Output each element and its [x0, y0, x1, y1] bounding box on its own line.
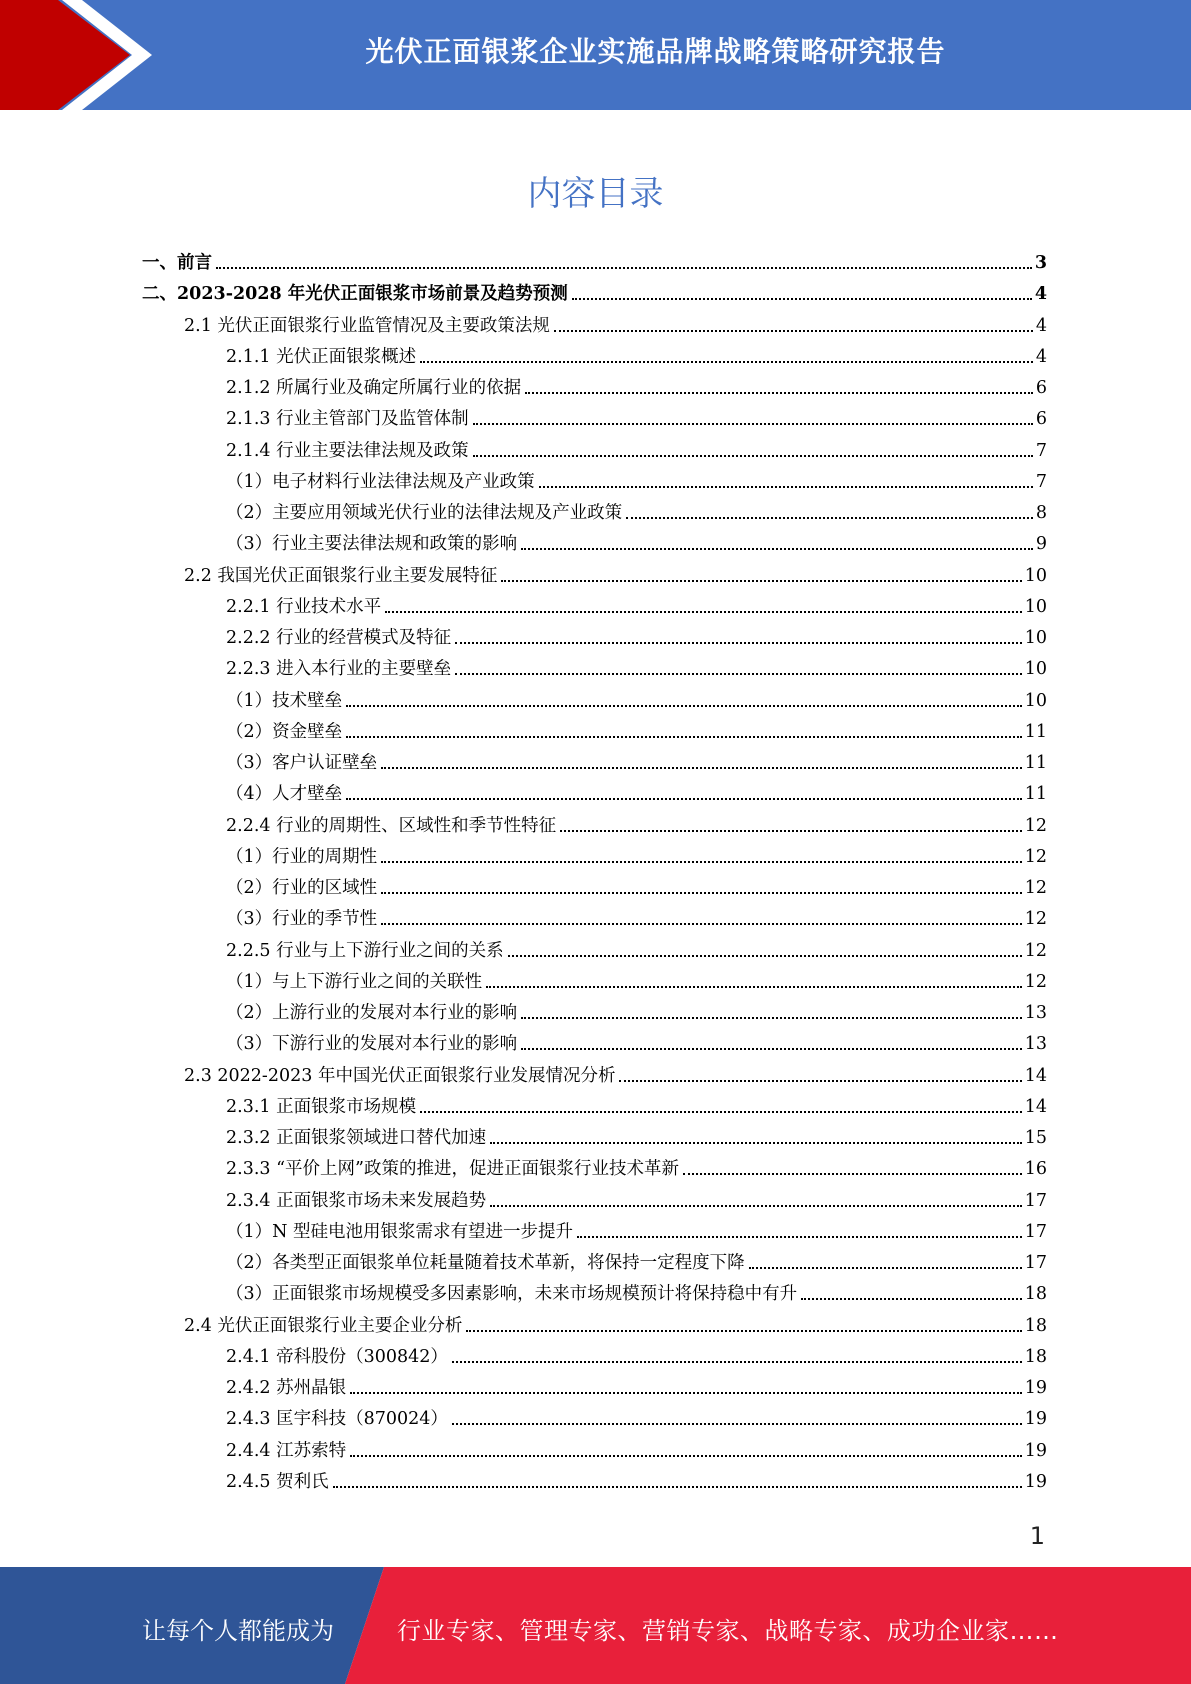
toc-entry-label: 2.2.1 行业技术水平: [226, 596, 382, 617]
toc-entry[interactable]: [226, 1182, 1047, 1212]
toc-leader-dots: [346, 798, 1022, 800]
toc-entry[interactable]: [226, 619, 1047, 649]
toc-leader-dots: [572, 298, 1032, 300]
toc-entry-page: 10: [1024, 659, 1047, 680]
toc-entry-page: 7: [1035, 440, 1047, 461]
toc-entry[interactable]: [226, 838, 1047, 868]
toc-entry-label: （1）行业的周期性: [226, 846, 378, 867]
toc-entry-page: 10: [1024, 596, 1047, 617]
toc-entry[interactable]: [142, 244, 1047, 274]
toc-entry-label: 2.3 2022-2023 年中国光伏正面银浆行业发展情况分析: [184, 1065, 616, 1086]
toc-entry[interactable]: [226, 338, 1047, 368]
toc-leader-dots: [452, 1361, 1022, 1363]
toc-entry[interactable]: [226, 1275, 1047, 1305]
toc-entry-label: （2）主要应用领域光伏行业的法律法规及产业政策: [226, 503, 623, 523]
toc-entry[interactable]: [226, 432, 1047, 462]
toc-entry-label: 2.4.3 匡宇科技（870024）: [226, 1409, 448, 1430]
toc-entry[interactable]: [184, 1057, 1047, 1087]
toc-entry[interactable]: [226, 588, 1047, 618]
toc-entry[interactable]: [226, 775, 1047, 805]
toc-entry-label: （2）行业的区域性: [226, 878, 378, 898]
toc-entry[interactable]: [226, 1119, 1047, 1149]
toc-entry-page: 15: [1024, 1128, 1047, 1148]
toc-leader-dots: [381, 892, 1022, 894]
toc-leader-dots: [473, 423, 1033, 425]
toc-entry-page: 13: [1024, 1034, 1047, 1055]
toc-leader-dots: [490, 1205, 1022, 1207]
toc-entry-page: 14: [1024, 1096, 1047, 1117]
toc-entry-label: 2.1.3 行业主管部门及监管体制: [226, 409, 469, 430]
toc-entry-page: 12: [1024, 909, 1047, 930]
toc-leader-dots: [486, 986, 1022, 988]
toc-entry[interactable]: [226, 682, 1047, 712]
toc-leader-dots: [455, 642, 1022, 644]
toc-entry[interactable]: [226, 807, 1047, 837]
toc-leader-dots: [385, 611, 1022, 613]
toc-entry-label: 2.1.4 行业主要法律法规及政策: [226, 440, 469, 461]
toc-leader-dots: [350, 1455, 1022, 1457]
toc-entry[interactable]: [226, 369, 1047, 399]
toc-leader-dots: [683, 1173, 1022, 1175]
toc-leader-dots: [554, 330, 1033, 332]
toc-leader-dots: [508, 955, 1022, 957]
toc-entry-label: 2.4.2 苏州晶银: [226, 1378, 347, 1398]
toc-leader-dots: [521, 1017, 1022, 1019]
toc-entry[interactable]: [226, 932, 1047, 962]
toc-entry-page: 4: [1034, 284, 1047, 305]
toc-leader-dots: [346, 736, 1022, 738]
toc-entry-page: 6: [1035, 378, 1047, 398]
toc-entry-page: 6: [1035, 409, 1047, 430]
toc-entry-page: 4: [1035, 346, 1047, 367]
toc-entry-label: （3）客户认证壁垒: [226, 753, 378, 773]
toc-entry-page: 11: [1024, 721, 1047, 742]
toc-entry-page: 17: [1024, 1190, 1047, 1211]
toc-leader-dots: [473, 455, 1033, 457]
toc-entry[interactable]: [226, 525, 1047, 555]
toc-leader-dots: [420, 361, 1033, 363]
toc-entry-label: （1）与上下游行业之间的关联性: [226, 971, 483, 992]
toc-entry-page: 8: [1035, 503, 1047, 523]
toc-entry-label: 2.4 光伏正面银浆行业主要企业分析: [184, 1315, 463, 1336]
toc-entry-label: （1）技术壁垒: [226, 690, 343, 711]
toc-entry[interactable]: [226, 1463, 1047, 1493]
toc-entry-label: 2.3.2 正面银浆领域进口替代加速: [226, 1128, 487, 1148]
toc-entry[interactable]: [184, 1307, 1047, 1337]
toc-entry-label: 2.2.4 行业的周期性、区域性和季节性特征: [226, 815, 557, 836]
toc-leader-dots: [539, 486, 1033, 488]
toc-entry[interactable]: [226, 1369, 1047, 1399]
toc-entry-page: 14: [1024, 1065, 1047, 1086]
toc-entry-label: 2.1 光伏正面银浆行业监管情况及主要政策法规: [184, 315, 550, 336]
toc-entry-label: 2.4.5 贺利氏: [226, 1471, 329, 1492]
toc-entry-page: 19: [1024, 1440, 1047, 1461]
toc-entry[interactable]: [184, 307, 1047, 337]
toc-entry-label: （3）下游行业的发展对本行业的影响: [226, 1034, 518, 1055]
toc-entry[interactable]: [226, 650, 1047, 680]
toc-entry-page: 12: [1024, 846, 1047, 867]
footer-slogan-left: 让每个人都能成为: [142, 1617, 334, 1645]
toc-entry[interactable]: [226, 994, 1047, 1024]
toc-entry-page: 17: [1024, 1221, 1047, 1242]
report-title: 光伏正面银浆企业实施品牌战略策略研究报告: [365, 35, 946, 68]
toc-entry-label: （2）上游行业的发展对本行业的影响: [226, 1003, 518, 1023]
toc-leader-dots: [626, 517, 1033, 519]
toc-entry[interactable]: [226, 963, 1047, 993]
toc-entry-page: 9: [1035, 534, 1047, 555]
toc-entry-page: 19: [1024, 1471, 1047, 1492]
toc-entry-label: 二、2023-2028 年光伏正面银浆市场前景及趋势预测: [142, 284, 568, 305]
toc-entry-page: 12: [1024, 878, 1047, 898]
toc-entry-label: （1）电子材料行业法律法规及产业政策: [226, 471, 535, 492]
toc-entry-label: 2.2 我国光伏正面银浆行业主要发展特征: [184, 565, 498, 586]
toc-entry[interactable]: [226, 900, 1047, 930]
toc-entry[interactable]: [226, 713, 1047, 743]
toc-entry-label: 一、前言: [142, 253, 212, 273]
toc-leader-dots: [381, 861, 1022, 863]
toc-leader-dots: [346, 705, 1022, 707]
toc-entry-label: 2.4.4 江苏索特: [226, 1440, 347, 1461]
toc-entry[interactable]: [226, 1088, 1047, 1118]
toc-leader-dots: [521, 548, 1033, 550]
toc-entry-label: 2.2.3 进入本行业的主要壁垒: [226, 659, 452, 680]
toc-leader-dots: [749, 1267, 1022, 1269]
toc-leader-dots: [560, 830, 1022, 832]
toc-leader-dots: [577, 1236, 1022, 1238]
toc-entry-label: （3）行业主要法律法规和政策的影响: [226, 534, 518, 555]
toc-entry[interactable]: [226, 744, 1047, 774]
toc-entry[interactable]: [226, 1432, 1047, 1462]
toc-entry-label: 2.3.1 正面银浆市场规模: [226, 1096, 417, 1117]
header-chevron-decoration: [0, 0, 160, 110]
toc-entry-page: 12: [1024, 971, 1047, 992]
toc-entry-label: 2.2.5 行业与上下游行业之间的关系: [226, 940, 504, 961]
toc-leader-dots: [216, 267, 1032, 269]
toc-entry[interactable]: [142, 275, 1047, 305]
toc-entry-label: 2.1.2 所属行业及确定所属行业的依据: [226, 378, 522, 398]
toc-entry[interactable]: [184, 557, 1047, 587]
toc-entry[interactable]: [226, 1244, 1047, 1274]
toc-entry-page: 11: [1024, 753, 1047, 773]
header-band: [0, 0, 1191, 110]
toc-entry-page: 18: [1024, 1284, 1047, 1305]
toc-entry-label: 2.4.1 帝科股份（300842）: [226, 1346, 448, 1367]
toc-entry-label: （2）各类型正面银浆单位耗量随着技术革新，将保持一定程度下降: [226, 1253, 745, 1273]
toc-entry-page: 3: [1034, 253, 1047, 273]
toc-leader-dots: [521, 1048, 1022, 1050]
toc-entry-page: 17: [1024, 1253, 1047, 1273]
toc-entry-label: 2.3.3 “平价上网”政策的推进，促进正面银浆行业技术革新: [226, 1159, 679, 1180]
toc-leader-dots: [333, 1486, 1022, 1488]
toc-entry-page: 16: [1024, 1159, 1047, 1180]
toc-leader-dots: [466, 1330, 1021, 1332]
toc-entry-page: 12: [1024, 815, 1047, 836]
toc-entry-label: 2.1.1 光伏正面银浆概述: [226, 346, 417, 367]
toc-entry-page: 11: [1024, 784, 1047, 805]
toc-entry-label: 2.2.2 行业的经营模式及特征: [226, 628, 452, 648]
toc-entry-label: （1）N 型硅电池用银浆需求有望进一步提升: [226, 1221, 574, 1242]
footer-slogan-right: 行业专家、管理专家、营销专家、战略专家、成功企业家……: [397, 1617, 1059, 1645]
toc-leader-dots: [381, 923, 1022, 925]
toc-leader-dots: [501, 580, 1021, 582]
toc-entry[interactable]: [226, 463, 1047, 493]
toc-leader-dots: [452, 1423, 1022, 1425]
toc-entry[interactable]: [226, 400, 1047, 430]
toc-entry[interactable]: [226, 494, 1047, 524]
toc-leader-dots: [490, 1142, 1022, 1144]
toc-entry[interactable]: [226, 1150, 1047, 1180]
toc-entry-label: （3）正面银浆市场规模受多因素影响，未来市场规模预计将保持稳中有升: [226, 1284, 798, 1305]
toc-entry-page: 12: [1024, 940, 1047, 961]
toc-entry-page: 19: [1024, 1409, 1047, 1430]
toc-entry-page: 10: [1024, 628, 1047, 648]
toc-entry-label: （3）行业的季节性: [226, 909, 378, 930]
toc-entry-page: 4: [1035, 315, 1047, 336]
toc-entry-page: 19: [1024, 1378, 1047, 1398]
page-number: 1: [1029, 1522, 1045, 1550]
toc-entry-page: 10: [1024, 565, 1047, 586]
toc-entry[interactable]: [226, 1338, 1047, 1368]
toc-leader-dots: [455, 673, 1022, 675]
toc-entry-page: 18: [1024, 1346, 1047, 1367]
toc-leader-dots: [619, 1080, 1021, 1082]
toc-leader-dots: [801, 1298, 1022, 1300]
toc-entry-label: （2）资金壁垒: [226, 721, 343, 742]
toc-leader-dots: [525, 392, 1033, 394]
toc-title: 内容目录: [527, 174, 664, 214]
toc-leader-dots: [420, 1111, 1022, 1113]
toc-entry-page: 13: [1024, 1003, 1047, 1023]
toc-entry-label: 2.3.4 正面银浆市场未来发展趋势: [226, 1190, 487, 1211]
toc-entry-page: 10: [1024, 690, 1047, 711]
toc-entry[interactable]: [226, 1213, 1047, 1243]
toc-leader-dots: [381, 767, 1022, 769]
toc-entry[interactable]: [226, 1400, 1047, 1430]
toc-entry-page: 18: [1024, 1315, 1047, 1336]
toc-entry[interactable]: [226, 869, 1047, 899]
toc-entry[interactable]: [226, 1025, 1047, 1055]
toc-leader-dots: [350, 1392, 1022, 1394]
toc-entry-page: 7: [1035, 471, 1047, 492]
toc-entry-label: （4）人才壁垒: [226, 784, 343, 805]
